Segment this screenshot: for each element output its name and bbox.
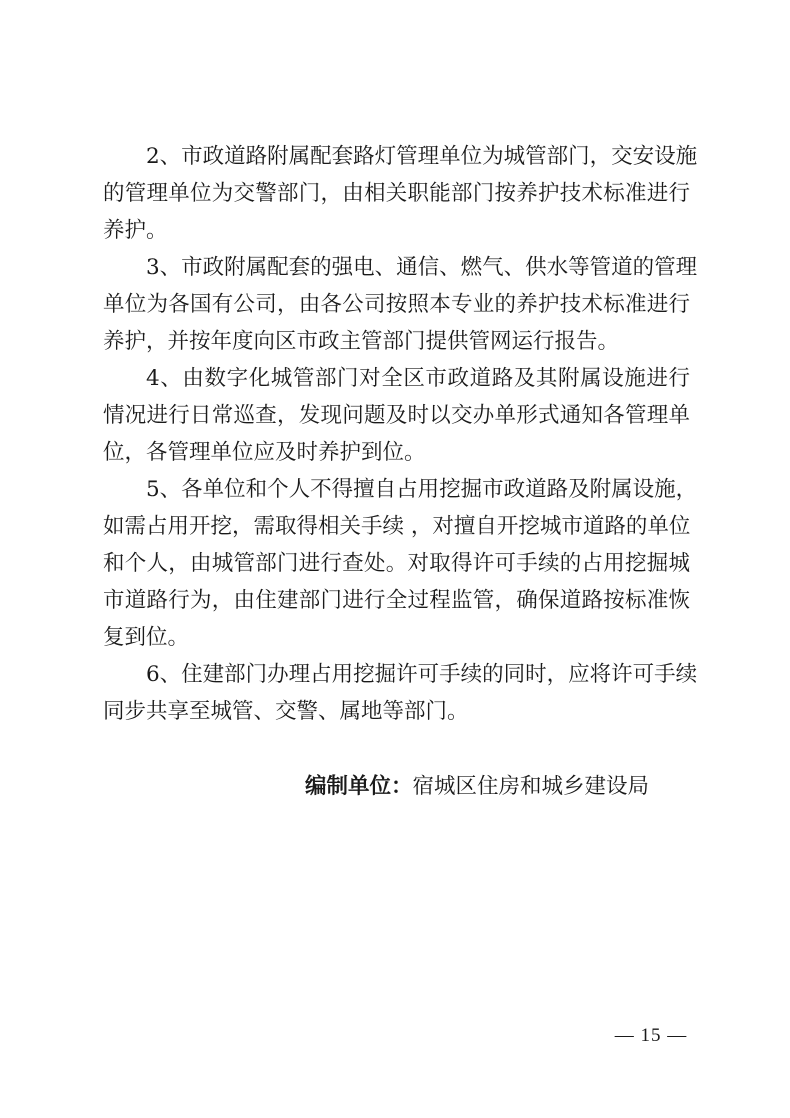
paragraph-line: 同步共享至城管、交警、属地等部门。	[103, 699, 469, 724]
page-number: — 15 —	[614, 1025, 688, 1046]
paragraph-line: 的管理单位为交警部门，由相关职能部门按养护技术标准进行	[103, 181, 690, 206]
paragraph-line: 4、由数字化城管部门对全区市政道路及其附属设施进行	[146, 366, 690, 391]
paragraph-line: 5、各单位和个人不得擅自占用挖掘市政道路及附属设施，	[146, 477, 698, 502]
paragraph-line: 如需占用开挖，需取得相关手续 ，对擅自开挖城市道路的单位	[103, 514, 691, 539]
issuer-label: 编制单位：	[305, 774, 413, 799]
paragraph-line: 复到位。	[103, 625, 190, 650]
issuer-signature	[305, 770, 649, 804]
paragraph-line: 单位为各国有公司，由各公司按照本专业的养护技术标准进行	[103, 292, 690, 317]
paragraph-line: 2、市政道路附属配套路灯管理单位为城管部门，交安设施	[146, 144, 698, 169]
paragraph-line: 位，各管理单位应及时养护到位。	[103, 440, 426, 465]
paragraph-line: 3、市政附属配套的强电、通信、燃气、供水等管道的管理	[146, 255, 698, 280]
issuer-name: 宿城区住房和城乡建设局	[412, 774, 650, 799]
paragraph-line: 6、住建部门办理占用挖掘许可手续的同时，应将许可手续	[146, 662, 698, 687]
paragraph-line: 养护，并按年度向区市政主管部门提供管网运行报告。	[103, 329, 620, 354]
paragraph-line: 和个人，由城管部门进行查处。对取得许可手续的占用挖掘城	[103, 551, 690, 576]
paragraph-line: 情况进行日常巡查，发现问题及时以交办单形式通知各管理单	[103, 403, 690, 428]
paragraph-line: 养护。	[103, 218, 168, 243]
paragraph-line: 市道路行为，由住建部门进行全过程监管，确保道路按标准恢	[103, 588, 690, 613]
